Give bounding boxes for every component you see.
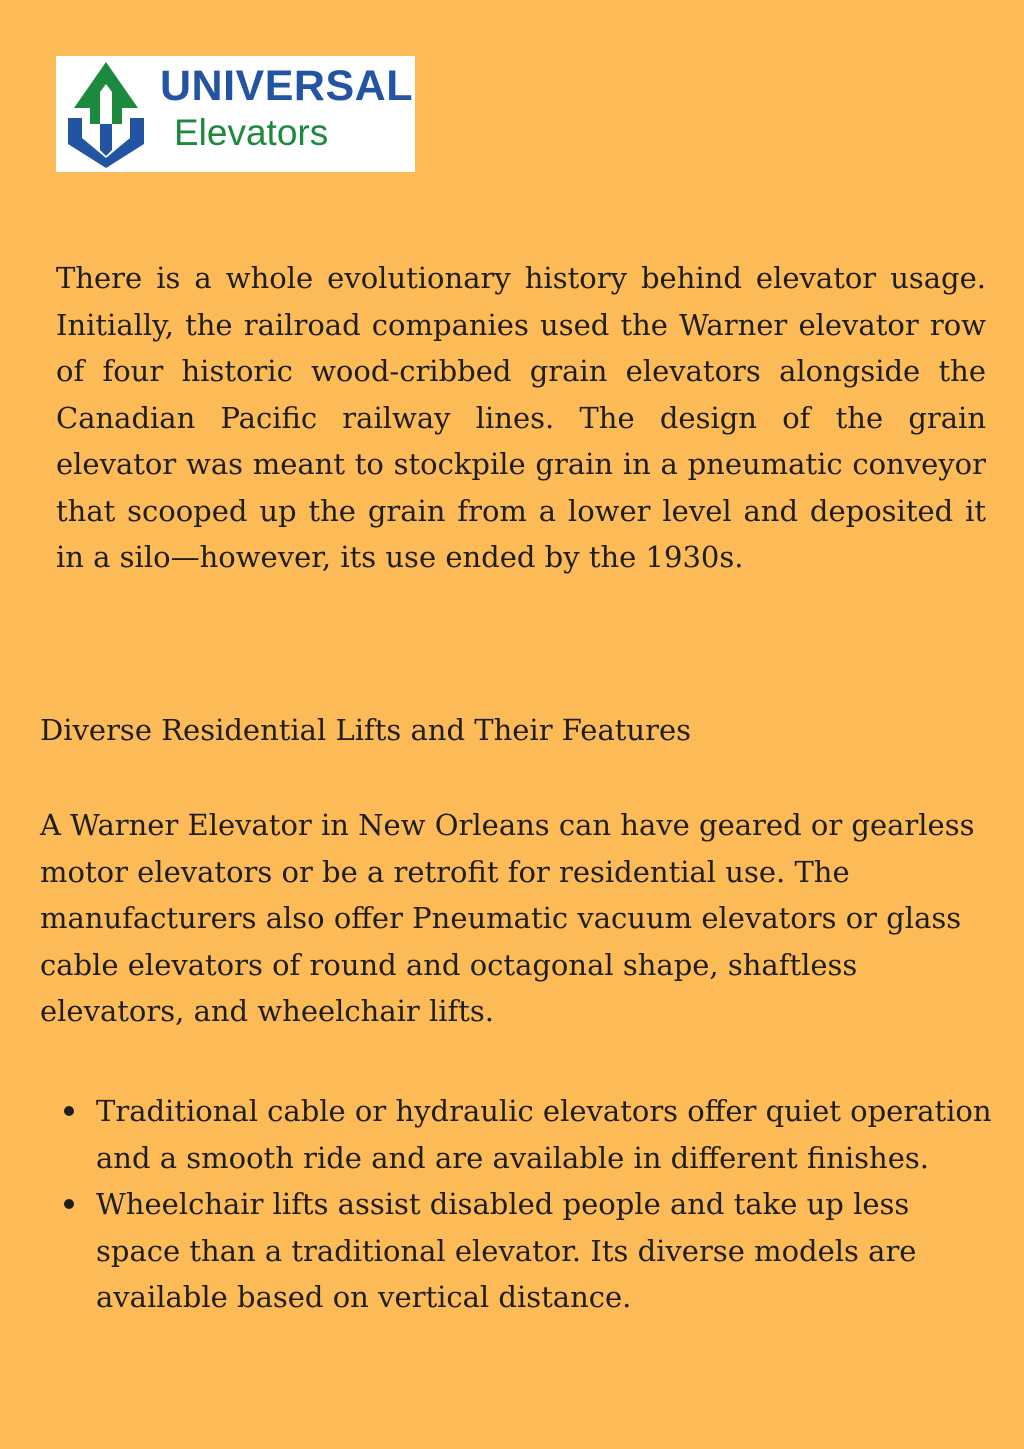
feature-list xyxy=(96,1088,996,1321)
section-heading: Diverse Residential Lifts and Their Features xyxy=(40,713,691,747)
section-paragraph: A Warner Elevator in New Orleans can have geared or gearless motor elevators or be a retrofit for residential use. The manufacturers also offer Pneumatic vacuum elevators or glass cable elevators of round and octagonal shape, shaftless elevators, and wheelchair lifts. xyxy=(40,808,975,1028)
list-item xyxy=(96,1181,996,1321)
logo xyxy=(56,56,415,172)
list-item-text: Wheelchair lifts assist disabled people and take up less space than a traditional elevator. Its diverse models are available based on vertical distance. xyxy=(96,1187,917,1314)
bullet-icon xyxy=(64,1199,74,1209)
logo-brand-name: UNIVERSAL xyxy=(160,62,413,110)
elevator-arrows-icon xyxy=(60,58,160,170)
intro-paragraph: There is a whole evolutionary history behind elevator usage. Initially, the railroad companies used the Warner elevator row of four historic wood-cribbed grain elevators alongside the Canadian Pacific railway lines. The design of the grain elevator was meant to stockpile grain in a pneumatic conveyor that scooped up the grain from a lower level and deposited it in a silo—however, its use ended by the 1930s. xyxy=(56,261,986,574)
logo-brand-subtitle: Elevators xyxy=(174,112,329,153)
bullet-icon xyxy=(64,1106,74,1116)
list-item-text: Traditional cable or hydraulic elevators offer quiet operation and a smooth ride and are available in different finishes. xyxy=(96,1094,992,1175)
list-item xyxy=(96,1088,996,1181)
